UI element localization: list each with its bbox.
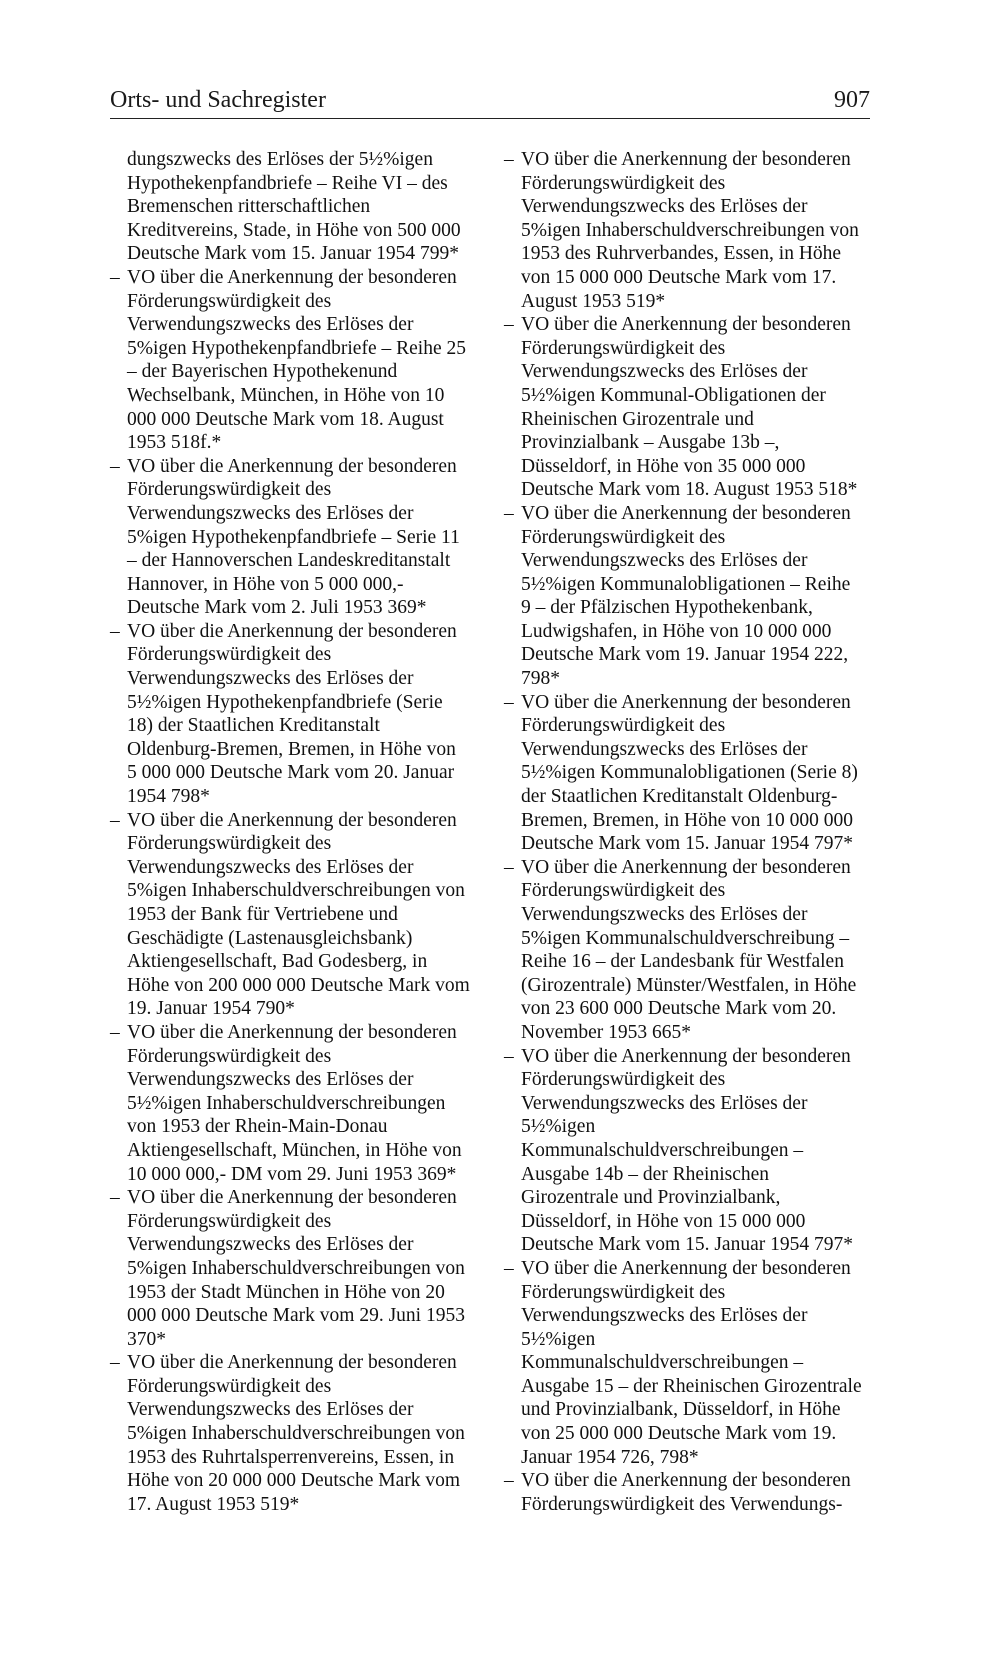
entry-dash: – (504, 1257, 514, 1279)
entry-text: dungszwecks des Erlöses der 5½%igen Hypothekenpfandbriefe – Reihe VI – des Bremenschen ritterschaftlichen Kreditvereins, Stade, in Höhe von 500 000 Deutsche Mark vom 15. Januar 1954 799* (127, 149, 461, 265)
index-entry (110, 1021, 470, 1186)
entry-dash: – (110, 1021, 120, 1043)
running-header (110, 84, 870, 119)
entry-dash: – (504, 856, 514, 878)
entry-text: VO über die Anerkennung der besonderen Förderungswürdigkeit des Verwendungszwecks des Erlöses der 5%igen Hypothekenpfandbriefe – Serie 11 – der Hannoverschen Landeskreditanstalt Hannover, in Höhe von 5 000 000,- Deutsche Mark vom 2. Juli 1953 369* (127, 455, 460, 619)
entry-text: VO über die Anerkennung der besonderen Förderungswürdigkeit des Verwendungs- (521, 1470, 851, 1515)
entry-dash: – (110, 266, 120, 288)
index-entry (110, 455, 470, 620)
entry-dash: – (110, 809, 120, 831)
entry-text: VO über die Anerkennung der besonderen Förderungswürdigkeit des Verwendungszwecks des Erlöses der 5½%igen Kommunalschuldverschreibungen – Ausgabe 14b – der Rheinischen Girozentrale und Provinzialbank, Düsseldorf, in Höhe von 15 000 000 Deutsche Mark vom 15. Januar 1954 797* (521, 1045, 853, 1256)
index-entry (504, 691, 864, 856)
entry-text: VO über die Anerkennung der besonderen Förderungswürdigkeit des Verwendungszwecks des Erlöses der 5½%igen Kommunalschuldverschreibungen – Ausgabe 15 – der Rheinischen Girozentrale und Provinzialbank, Düsseldorf, in Höhe von 25 000 000 Deutsche Mark vom 19. Januar 1954 726, 798* (521, 1257, 862, 1468)
entry-dash: – (504, 1470, 514, 1492)
index-entry (110, 1351, 470, 1516)
entry-text: VO über die Anerkennung der besonderen Förderungswürdigkeit des Verwendungszwecks des Erlöses der 5%igen Hypothekenpfandbriefe – Reihe 25 – der Bayerischen Hypothekenund Wechselbank, München, in Höhe von 10 000 000 Deutsche Mark vom 18. August 1953 518f.* (127, 266, 466, 454)
entry-text: VO über die Anerkennung der besonderen Förderungswürdigkeit des Verwendungszwecks des Erlöses der 5%igen Kommunalschuldverschreibung – Reihe 16 – der Landesbank für Westfalen (Girozentrale) Münster/Westfalen, in Höhe von 23 600 000 Deutsche Mark vom 20. November 1953 665* (521, 856, 857, 1043)
entry-dash: – (110, 455, 120, 477)
entry-text: VO über die Anerkennung der besonderen Förderungswürdigkeit des Verwendungszwecks des Erlöses der 5½%igen Kommunal-Obligationen der Rheinischen Girozentrale und Provinzialbank – Ausgabe 13b –, Düsseldorf, in Höhe von 35 000 000 Deutsche Mark vom 18. August 1953 518* (521, 314, 858, 501)
index-entry (110, 809, 470, 1021)
entry-text: VO über die Anerkennung der besonderen Förderungswürdigkeit des Verwendungszwecks des Erlöses der 5%igen Inhaberschuldverschreibungen von 1953 der Bank für Vertriebene und Geschädigte (Lastenausgleichsbank) Aktiengesellschaft, Bad Godesberg, in Höhe von 200 000 000 Deutsche Mark vom 19. Januar 1954 790* (127, 809, 470, 1020)
section-title: Orts- und Sachregister (110, 87, 326, 113)
index-entry (110, 620, 470, 809)
left-column (110, 148, 470, 1516)
entry-dash: – (504, 502, 514, 524)
entry-text: VO über die Anerkennung der besonderen Förderungswürdigkeit des Verwendungszwecks des Erlöses der 5%igen Inhaberschuldverschreibungen von 1953 des Ruhrtalsperrenvereins, Essen, in Höhe von 20 000 000 Deutsche Mark vom 17. August 1953 519* (127, 1352, 465, 1515)
index-entry (504, 1257, 864, 1469)
index-entry (504, 313, 864, 502)
entry-dash: – (110, 620, 120, 642)
index-entry (504, 502, 864, 691)
index-entry (504, 148, 864, 313)
entry-text: VO über die Anerkennung der besonderen Förderungswürdigkeit des Verwendungszwecks des Erlöses der 5½%igen Kommunalobligationen (Serie 8) der Staatlichen Kreditanstalt Oldenburg-Bremen, Bremen, in Höhe von 10 000 000 Deutsche Mark vom 15. Januar 1954 797* (521, 691, 858, 855)
index-entry (110, 266, 470, 455)
index-entry (110, 1186, 470, 1351)
entry-text: VO über die Anerkennung der besonderen Förderungswürdigkeit des Verwendungszwecks des Erlöses der 5½%igen Inhaberschuldverschreibungen von 1953 der Rhein-Main-Donau Aktiengesellschaft, München, in Höhe von 10 000 000,- DM vom 29. Juni 1953 369* (127, 1021, 462, 1185)
right-column (504, 148, 864, 1516)
entry-dash: – (504, 314, 514, 336)
index-entry-continuation (110, 148, 470, 266)
entry-text: VO über die Anerkennung der besonderen Förderungswürdigkeit des Verwendungszwecks des Erlöses der 5%igen Inhaberschuldverschreibungen von 1953 des Ruhrverbandes, Essen, in Höhe von 15 000 000 Deutsche Mark vom 17. August 1953 519* (521, 149, 859, 312)
entry-dash: – (504, 691, 514, 713)
entry-dash: – (110, 1187, 120, 1209)
index-entry (504, 1045, 864, 1257)
entry-text: VO über die Anerkennung der besonderen Förderungswürdigkeit des Verwendungszwecks des Erlöses der 5%igen Inhaberschuldverschreibungen von 1953 der Stadt München in Höhe von 20 000 000 Deutsche Mark vom 29. Juni 1953 370* (127, 1187, 465, 1350)
entry-text: VO über die Anerkennung der besonderen Förderungswürdigkeit des Verwendungszwecks des Erlöses der 5½%igen Kommunalobligationen – Reihe 9 – der Pfälzischen Hypothekenbank, Ludwigshafen, in Höhe von 10 000 000 Deutsche Mark vom 19. Januar 1954 222, 798* (521, 502, 851, 690)
entry-dash: – (504, 1045, 514, 1067)
entry-dash: – (504, 149, 514, 170)
index-entry (504, 856, 864, 1045)
index-entry (504, 1469, 864, 1516)
page-number: 907 (834, 87, 870, 113)
entry-dash: – (110, 1352, 120, 1374)
entry-text: VO über die Anerkennung der besonderen Förderungswürdigkeit des Verwendungszwecks des Erlöses der 5½%igen Hypothekenpfandbriefe (Serie 18) der Staatlichen Kreditanstalt Oldenburg-Bremen, Bremen, in Höhe von 5 000 000 Deutsche Mark vom 20. Januar 1954 798* (127, 620, 457, 808)
